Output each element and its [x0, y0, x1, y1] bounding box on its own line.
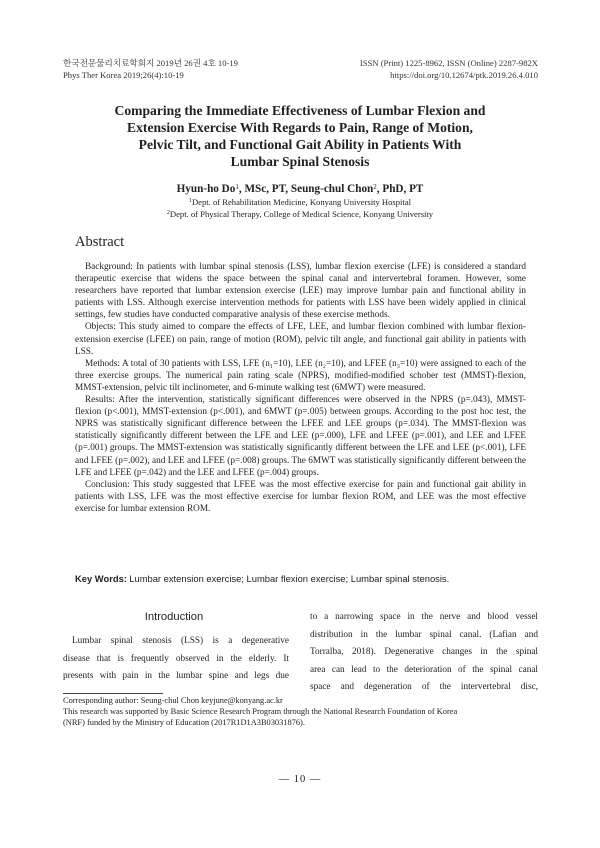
title-line: Lumbar Spinal Stenosis	[230, 154, 370, 169]
keywords	[75, 573, 535, 586]
text-line: Lumbar spinal stenosis (LSS) is a degenerative	[72, 636, 289, 646]
affiliation	[70, 196, 530, 208]
article-title	[70, 102, 530, 170]
abstract-results: Results: After the intervention, statistically significant differences were observed in the NPRS (p=.043), MMST-flexion (p<.001), MMST-extension (p<.001), and 6MWT (p=.005) between groups. According to the post hoc test, the NPRS was statistically significant difference between the LFEE and LEE groups (p=.034). The MMST-flexion was statistically significantly different between the LFE and LEE (p=.000), LFE and LFEE (p=.001), and LEE and LFEE (p=.001) groups. The MMST-extension was statistically significantly different between the LFE and LEE (p<.001), LFE and LFEE (p=.002), and LEE and LFEE (p=.008) groups. The 6MWT was statistically significantly different between the LFE and LFEE (p=.042) and the LEE and LFEE (p=.004) groups.	[75, 395, 526, 478]
author-list	[70, 182, 530, 196]
abstract-background: Background: In patients with lumbar spinal stenosis (LSS), lumbar flexion exercise (LFE) is considered a standard therapeutic exercise that widens the space between the spinal canal and intervertebral foramen. However, some researchers have reported that lumbar extension exercise (LEE) may improve lumbar pain and functional ability in patients with LSS. Although exercise intervention methods for patients with LSS have been widely applied in clinical settings, few studies have conducted comparative analysis of these exercise methods.	[75, 262, 526, 321]
page-number: ― 10 ―	[278, 774, 322, 785]
corresponding-author: Corresponding author: Seung-chul Chon keyjune@konyang.ac.kr	[63, 696, 283, 705]
abstract-objects: Objects: This study aimed to compare the effects of LFE, LEE, and lumbar flexion combined with lumbar flexion-extension exercise (LFEE) on pain, range of motion (ROM), pelvic tilt angle, and functional gait ability in patients with LSS.	[75, 322, 526, 357]
abstract-methods: Methods: A total of 30 patients with LSS, LFE (n₁=10), LEE (n₂=10), and LFEE (n₃=10) were assigned to each of the three exercise groups. The numerical pain rating scale (NPRS), modified-modified schober test (MMST)-flexion, MMST-extension, pelvic tilt inclinometer, and 6-minute walking test (6MWT) were measured.	[75, 358, 526, 393]
text-line: presents with pain in the lumbar spine and legs due	[63, 671, 289, 682]
journal-identifiers	[360, 57, 538, 81]
footnotes	[63, 695, 538, 728]
author-degrees: , PhD, PT	[376, 183, 424, 195]
introduction-left-column	[63, 633, 289, 686]
funding-note: (NRF) funded by the Ministry of Education (2017R1D1A3B03031876).	[63, 718, 305, 727]
journal-citation-english: Phys Ther Korea 2019;26(4):10-19	[63, 70, 184, 80]
affiliation-mark: 1	[188, 198, 192, 204]
text-line: distribution in the lumbar spinal canal. (Lafian and	[310, 629, 538, 640]
introduction-right-column	[310, 609, 538, 697]
author-name: Seung-chul Chon	[290, 183, 374, 195]
text-line: to a narrowing space in the nerve and blood vessel	[310, 612, 538, 622]
keywords-label: Key Words:	[75, 573, 127, 584]
author-name: Hyun-ho Do	[176, 183, 236, 195]
introduction-heading: Introduction	[144, 611, 204, 623]
doi-link[interactable]: https://doi.org/10.12674/ptk.2019.26.4.010	[390, 70, 538, 80]
text-line: disease that is frequently observed in the elderly. It	[63, 653, 289, 664]
title-line: Comparing the Immediate Effectiveness of Lumbar Flexion and	[114, 103, 486, 118]
affiliation-mark: 2	[166, 210, 170, 216]
affiliation-text: Dept. of Physical Therapy, College of Medical Science, Konyang University	[169, 209, 434, 219]
abstract-conclusion: Conclusion: This study suggested that LFEE was the most effective exercise for pain and functional gait ability in patients with LSS, LFE was the most effective exercise for lumbar flexion ROM, and LEE was the most effective exercise for lumbar extension ROM.	[75, 479, 526, 514]
title-line: Extension Exercise With Regards to Pain, Range of Motion,	[127, 120, 473, 135]
footnote-divider	[63, 693, 163, 694]
abstract-body	[75, 261, 526, 515]
keywords-value: Lumbar extension exercise; Lumbar flexion exercise; Lumbar spinal stenosis.	[129, 573, 450, 584]
text-line: Torralba, 2018). Degenerative changes in the spinal	[310, 647, 538, 658]
journal-citation-korean: 한국전문물리치료학회지 2019년 26권 4호 10-19	[63, 58, 238, 68]
author-affiliation-mark: 2	[373, 183, 377, 191]
abstract-heading: Abstract	[75, 234, 125, 250]
text-line: area can lead to the deterioration of the spinal canal	[310, 664, 538, 675]
funding-note: This research was supported by Basic Science Research Program through the National Research Foundation of Korea	[63, 707, 458, 716]
author-affiliation-mark: 1	[235, 183, 239, 191]
author-degrees: , MSc, PT,	[238, 183, 291, 195]
journal-citation	[63, 57, 238, 81]
issn-text: ISSN (Print) 1225-8962, ISSN (Online) 2287-982X	[359, 58, 538, 68]
affiliation	[70, 208, 530, 220]
affiliation-text: Dept. of Rehabilitation Medicine, Konyang University Hospital	[191, 197, 412, 207]
text-line: space and degeneration of the intervertebral disc,	[310, 682, 538, 693]
title-line: Pelvic Tilt, and Functional Gait Ability in Patients With	[138, 137, 462, 152]
